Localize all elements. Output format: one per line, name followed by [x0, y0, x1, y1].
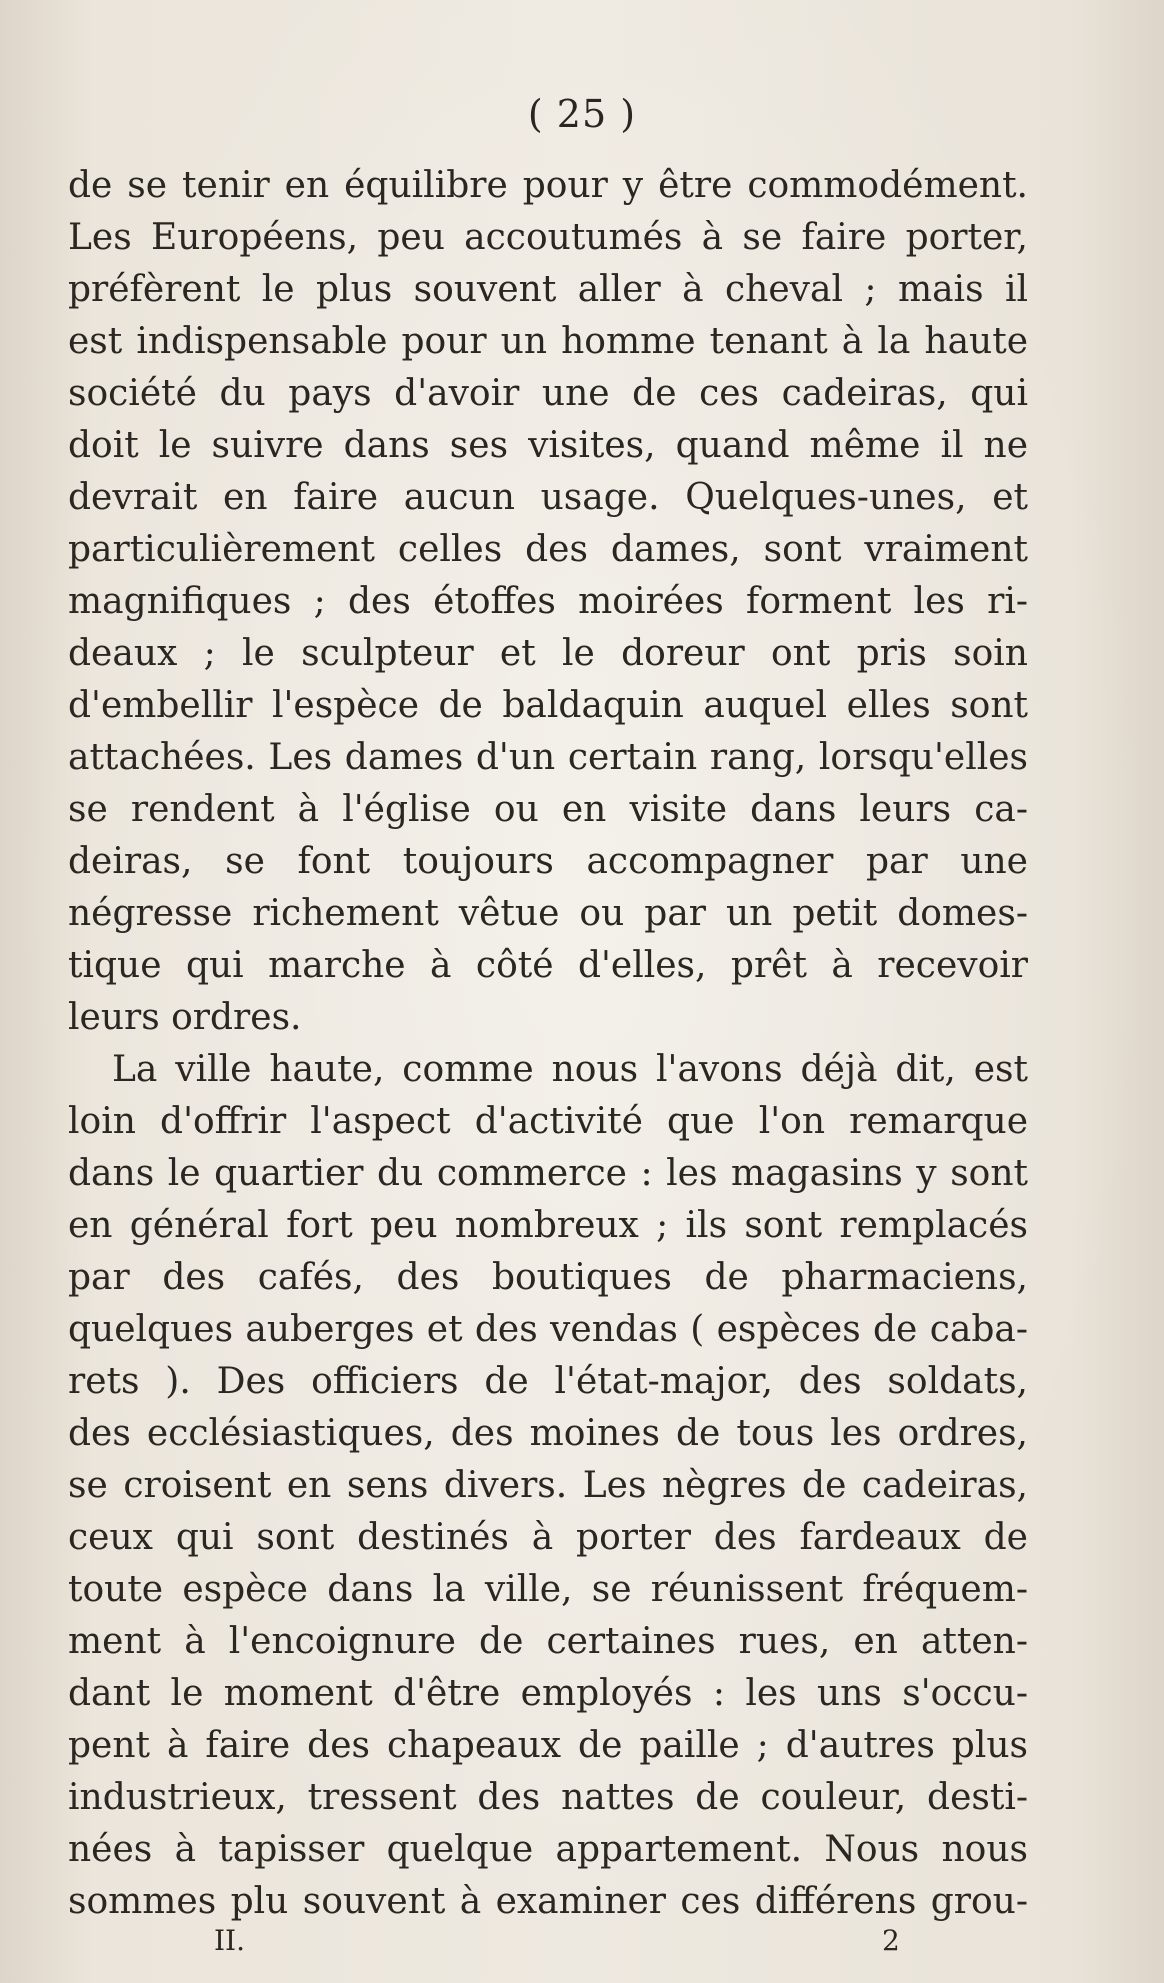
text-line: quelques auberges et des vendas ( espèces de caba-: [68, 1309, 1028, 1350]
text-line: deiras, se font toujours accompagner par une: [68, 841, 1028, 882]
text-line: particulièrement celles des dames, sont vraiment: [68, 529, 1028, 570]
text-line: dans le quartier du commerce : les magasins y sont: [68, 1153, 1028, 1194]
body-text: [68, 160, 1028, 1928]
text-line-paragraph-end: leurs ordres.: [68, 997, 302, 1038]
text-line: de se tenir en équilibre pour y être commodément.: [68, 165, 1028, 206]
text-line: magnifiques ; des étoffes moirées forment les ri-: [68, 581, 1028, 622]
text-line: toute espèce dans la ville, se réunissent fréquem-: [68, 1569, 1028, 1610]
signature-mark: II.: [214, 1924, 246, 1957]
text-line-paragraph-start: La ville haute, comme nous l'avons déjà dit, est: [112, 1049, 1028, 1090]
text-line: sommes plu souvent à examiner ces différens grou-: [68, 1881, 1028, 1922]
text-line: ceux qui sont destinés à porter des fardeaux de: [68, 1517, 1028, 1558]
text-line: des ecclésiastiques, des moines de tous les ordres,: [68, 1413, 1028, 1454]
text-line: doit le suivre dans ses visites, quand même il ne: [68, 425, 1028, 466]
text-line: préfèrent le plus souvent aller à cheval ; mais il: [68, 269, 1028, 310]
text-line: est indispensable pour un homme tenant à la haute: [68, 321, 1028, 362]
sheet-number: 2: [882, 1924, 900, 1957]
text-line: industrieux, tressent des nattes de couleur, desti-: [68, 1777, 1028, 1818]
text-line: devrait en faire aucun usage. Quelques-unes, et: [68, 477, 1028, 518]
text-line: en général fort peu nombreux ; ils sont remplacés: [68, 1205, 1028, 1246]
text-line: nées à tapisser quelque appartement. Nous nous: [68, 1829, 1028, 1870]
text-line: Les Européens, peu accoutumés à se faire porter,: [68, 217, 1028, 258]
text-line: deaux ; le sculpteur et le doreur ont pris soin: [68, 633, 1028, 674]
text-line: se croisent en sens divers. Les nègres de cadeiras,: [68, 1465, 1028, 1506]
text-line: pent à faire des chapeaux de paille ; d'autres plus: [68, 1725, 1028, 1766]
text-line: ment à l'encoignure de certaines rues, en atten-: [68, 1621, 1028, 1662]
text-line: société du pays d'avoir une de ces cadeiras, qui: [68, 373, 1028, 414]
text-line: loin d'offrir l'aspect d'activité que l'on remarque: [68, 1101, 1028, 1142]
text-line: négresse richement vêtue ou par un petit domes-: [68, 893, 1028, 934]
text-line: se rendent à l'église ou en visite dans leurs ca-: [68, 789, 1028, 830]
text-line: dant le moment d'être employés : les uns s'occu-: [68, 1673, 1028, 1714]
page-number: ( 25 ): [527, 92, 637, 136]
text-line: tique qui marche à côté d'elles, prêt à recevoir: [68, 945, 1028, 986]
text-line: par des cafés, des boutiques de pharmaciens,: [68, 1257, 1028, 1298]
page-footer: [0, 1924, 1164, 1964]
text-line: attachées. Les dames d'un certain rang, lorsqu'elles: [68, 737, 1028, 778]
text-line: d'embellir l'espèce de baldaquin auquel elles sont: [68, 685, 1028, 726]
text-line: rets ). Des officiers de l'état-major, des soldats,: [68, 1361, 1028, 1402]
